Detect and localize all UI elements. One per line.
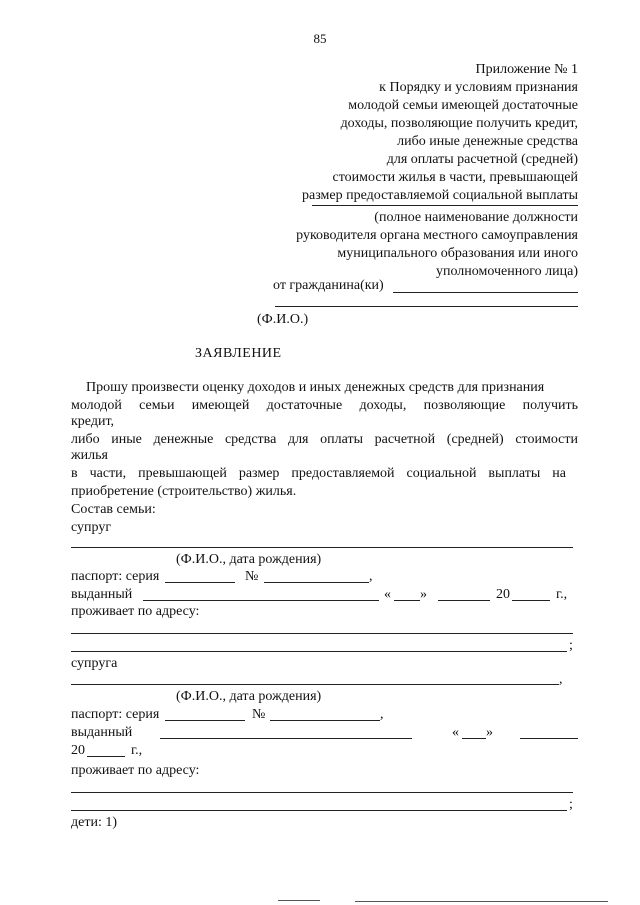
body-line: Прошу произвести оценку доходов и иных денежных средств для признания	[86, 380, 545, 395]
issued-by-field[interactable]	[143, 600, 379, 601]
address-label: проживает по адресу:	[71, 763, 200, 778]
body-line: молодой семьи имеющей достаточные доходы, позволяющие получить	[71, 398, 578, 413]
children-label: дети: 1)	[71, 815, 117, 830]
issued-day-field[interactable]	[462, 738, 486, 739]
addressee-caption: уполномоченного лица)	[436, 264, 578, 279]
appendix-line: доходы, позволяющие получить кредит,	[340, 116, 578, 131]
passport-number-field[interactable]	[270, 720, 380, 721]
fio-birthdate-caption: (Ф.И.О., дата рождения)	[176, 689, 322, 704]
page-number: 85	[313, 31, 327, 46]
appendix-line: либо иные денежные средства	[397, 134, 578, 149]
passport-number-field[interactable]	[264, 582, 369, 583]
semicolon: ;	[569, 797, 573, 812]
passport-series-label: паспорт: серия	[71, 707, 160, 722]
address-field-1[interactable]	[71, 792, 573, 793]
body-line: приобретение (строительство) жилья.	[71, 484, 297, 499]
body-line: в части, превышающей размер предоставляемой социальной выплаты на	[71, 466, 566, 481]
issued-by-field[interactable]	[160, 738, 412, 739]
year-prefix: 20	[496, 587, 510, 602]
appendix-line: Приложение № 1	[475, 62, 578, 77]
issued-day-field[interactable]	[394, 600, 420, 601]
addressee-caption: (полное наименование должности	[374, 210, 578, 225]
from-citizen-field-2[interactable]	[275, 306, 578, 307]
scan-artifact-line	[278, 900, 320, 901]
passport-series-field[interactable]	[165, 582, 235, 583]
comma: ,	[369, 569, 373, 584]
issued-year-field[interactable]	[87, 756, 125, 757]
address-field-1[interactable]	[71, 633, 573, 634]
body-line: либо иные денежные средства для оплаты расчетной (средней) стоимости	[71, 432, 578, 447]
issued-month-field[interactable]	[520, 738, 578, 739]
from-citizen-field[interactable]	[393, 292, 578, 293]
comma: ,	[559, 672, 563, 687]
passport-series-field[interactable]	[165, 720, 245, 721]
spouse-male-fio-field[interactable]	[71, 547, 573, 548]
appendix-line: для оплаты расчетной (средней)	[386, 152, 578, 167]
spouse-male-label: супруг	[71, 520, 112, 535]
appendix-line: стоимости жилья в части, превышающей	[332, 170, 578, 185]
spouse-female-fio-field[interactable]	[71, 684, 559, 685]
body-line: жилья	[71, 448, 108, 463]
issued-label: выданный	[71, 725, 133, 740]
addressee-caption: руководителя органа местного самоуправления	[296, 228, 578, 243]
body-line: кредит,	[71, 414, 115, 429]
issued-label: выданный	[71, 587, 133, 602]
from-citizen-label: от гражданина(ки)	[273, 278, 384, 293]
year-suffix: г.,	[131, 743, 143, 758]
fio-birthdate-caption: (Ф.И.О., дата рождения)	[176, 552, 322, 567]
addressee-position-line	[312, 205, 578, 206]
family-composition-label: Состав семьи:	[71, 502, 156, 517]
issued-year-field[interactable]	[512, 600, 550, 601]
quote-close: »	[486, 725, 493, 740]
quote-open: «	[452, 725, 459, 740]
year-suffix: г.,	[556, 587, 568, 602]
appendix-line: молодой семьи имеющей достаточные	[348, 98, 578, 113]
document-title: ЗАЯВЛЕНИЕ	[195, 346, 282, 361]
spouse-female-label: супруга	[71, 656, 118, 671]
passport-number-sign: №	[252, 707, 266, 722]
semicolon: ;	[569, 638, 573, 653]
appendix-line: к Порядку и условиям признания	[379, 80, 578, 95]
year-prefix: 20	[71, 743, 85, 758]
addressee-caption: муниципального образования или иного	[337, 246, 578, 261]
fio-caption: (Ф.И.О.)	[257, 312, 309, 327]
quote-close: »	[420, 587, 427, 602]
address-field-2[interactable]	[71, 810, 567, 811]
issued-month-field[interactable]	[438, 600, 490, 601]
address-label: проживает по адресу:	[71, 604, 200, 619]
comma: ,	[380, 707, 384, 722]
passport-number-sign: №	[245, 569, 259, 584]
address-field-2[interactable]	[71, 651, 567, 652]
appendix-line: размер предоставляемой социальной выплаты	[301, 188, 578, 203]
quote-open: «	[384, 587, 391, 602]
passport-series-label: паспорт: серия	[71, 569, 160, 584]
scan-artifact-line	[355, 901, 608, 902]
